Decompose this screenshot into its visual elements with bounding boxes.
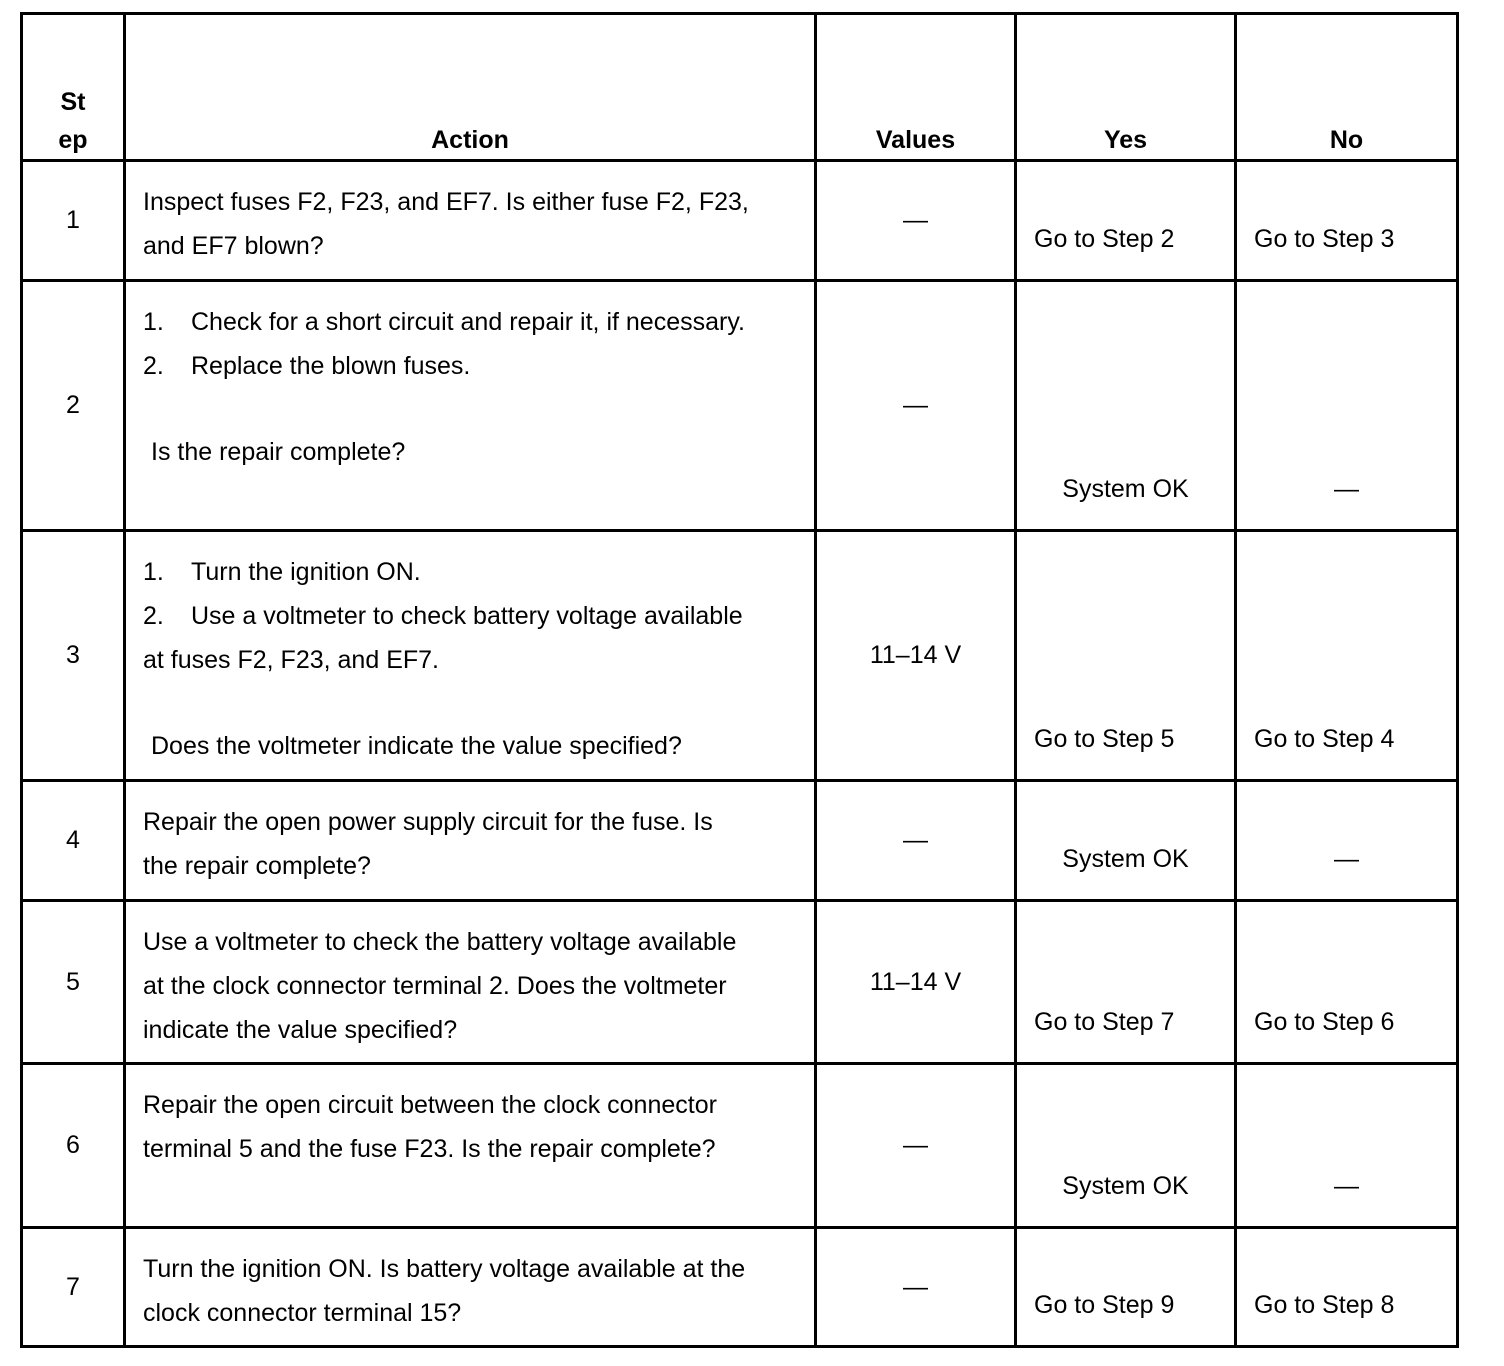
no-cell: — <box>1236 281 1458 531</box>
header-no-text: No <box>1329 126 1364 154</box>
action-cell <box>125 1228 816 1347</box>
no-cell: Go to Step 3 <box>1236 161 1458 281</box>
values-cell: — <box>816 1064 1016 1228</box>
table-row <box>22 1228 1458 1347</box>
header-row <box>22 14 1458 161</box>
header-step <box>22 14 125 161</box>
table-row <box>22 531 1458 781</box>
no-cell: Go to Step 4 <box>1236 531 1458 781</box>
list-item: 1. Check for a short circuit and repair it, if necessary. <box>143 308 745 336</box>
header-step-text: St ep <box>58 88 88 154</box>
yes-cell: Go to Step 2 <box>1016 161 1236 281</box>
action-text: Repair the open power supply circuit for the fuse. Is the repair complete? <box>143 808 713 880</box>
list-item-text: Replace the blown fuses. <box>191 352 471 380</box>
values-cell: — <box>816 1228 1016 1347</box>
action-question: Does the voltmeter indicate the value specified? <box>151 732 682 760</box>
yes-cell: System OK <box>1016 781 1236 901</box>
no-cell: Go to Step 8 <box>1236 1228 1458 1347</box>
step-cell: 7 <box>22 1228 125 1347</box>
header-action-text: Action <box>431 126 509 154</box>
header-no <box>1236 14 1458 161</box>
header-values-text: Values <box>875 126 956 154</box>
list-item: 2. Replace the blown fuses. <box>143 352 471 380</box>
values-cell: 11–14 V <box>816 901 1016 1064</box>
step-cell: 2 <box>22 281 125 531</box>
header-action <box>125 14 816 161</box>
step-cell: 3 <box>22 531 125 781</box>
list-item: 1. Turn the ignition ON. <box>143 558 421 586</box>
table-row <box>22 281 1458 531</box>
step-cell: 5 <box>22 901 125 1064</box>
yes-cell: System OK <box>1016 281 1236 531</box>
step-cell: 1 <box>22 161 125 281</box>
action-cell <box>125 781 816 901</box>
yes-cell: System OK <box>1016 1064 1236 1228</box>
table-row <box>22 781 1458 901</box>
values-cell: — <box>816 281 1016 531</box>
action-cell <box>125 531 816 781</box>
diagnostic-table <box>20 12 1459 1348</box>
action-cell <box>125 281 816 531</box>
header-yes-text: Yes <box>1103 126 1148 154</box>
list-item: 2. Use a voltmeter to check battery voltage available at fuses F2, F23, and EF7. <box>143 602 743 674</box>
header-yes <box>1016 14 1236 161</box>
action-cell <box>125 161 816 281</box>
yes-cell: Go to Step 9 <box>1016 1228 1236 1347</box>
action-text: Use a voltmeter to check the battery voltage available at the clock connector terminal 2. Does the voltmeter indicate the value specified? <box>143 928 737 1044</box>
yes-cell: Go to Step 5 <box>1016 531 1236 781</box>
table-row <box>22 161 1458 281</box>
values-cell: — <box>816 161 1016 281</box>
action-list <box>143 300 754 388</box>
table-row <box>22 1064 1458 1228</box>
list-item-text: Use a voltmeter to check battery voltage available at fuses F2, F23, and EF7. <box>143 602 743 674</box>
action-text: Repair the open circuit between the clock connector terminal 5 and the fuse F23. Is the repair complete? <box>143 1091 717 1163</box>
table-row <box>22 901 1458 1064</box>
action-text: Turn the ignition ON. Is battery voltage available at the clock connector terminal 15? <box>143 1255 746 1327</box>
action-cell <box>125 901 816 1064</box>
action-question: Is the repair complete? <box>151 438 406 466</box>
list-item-text: Check for a short circuit and repair it, if necessary. <box>191 308 745 336</box>
no-cell: — <box>1236 1064 1458 1228</box>
no-cell: — <box>1236 781 1458 901</box>
yes-cell: Go to Step 7 <box>1016 901 1236 1064</box>
list-item-text: Turn the ignition ON. <box>191 558 421 586</box>
step-cell: 4 <box>22 781 125 901</box>
action-text: Inspect fuses F2, F23, and EF7. Is either fuse F2, F23, and EF7 blown? <box>143 188 749 260</box>
action-cell <box>125 1064 816 1228</box>
values-cell: — <box>816 781 1016 901</box>
header-values <box>816 14 1016 161</box>
values-cell: 11–14 V <box>816 531 1016 781</box>
action-list <box>143 550 754 682</box>
step-cell: 6 <box>22 1064 125 1228</box>
no-cell: Go to Step 6 <box>1236 901 1458 1064</box>
